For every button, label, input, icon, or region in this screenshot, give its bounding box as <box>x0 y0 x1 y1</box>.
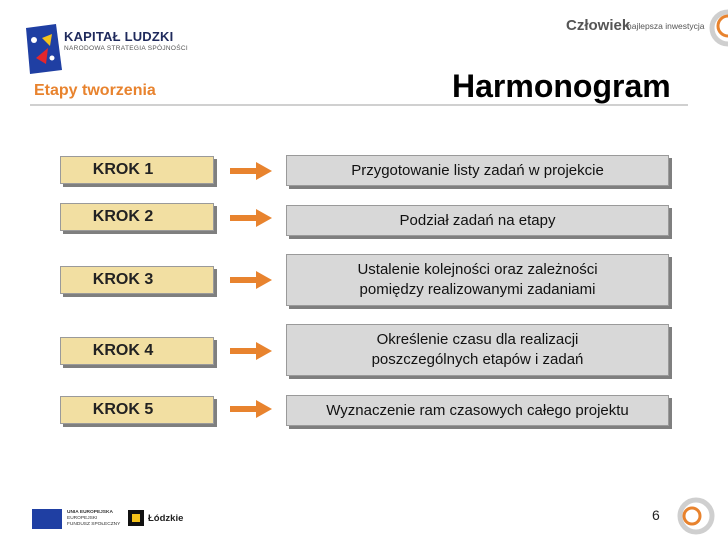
step-4-line-2: poszczególnych etapów i zadań <box>371 351 584 368</box>
page-title: Harmonogram <box>452 68 671 104</box>
page-number: 6 <box>652 507 660 523</box>
step-4-box: KROK 4 <box>60 337 214 365</box>
step-2-line-1: Podział zadań na etapy <box>399 211 556 229</box>
eu-flag-icon <box>32 509 62 529</box>
section-label: Etapy tworzenia <box>34 82 156 99</box>
right-arrow-icon <box>230 162 272 180</box>
right-arrow-icon <box>230 400 272 418</box>
brand-tagline: najlepsza inwestycja <box>627 21 705 31</box>
eu-line-1: UNIA EUROPEJSKA <box>67 510 113 515</box>
eu-line-3: FUNDUSZ SPOŁECZNY <box>67 522 121 527</box>
decorative-arc-icon <box>706 6 728 56</box>
step-1-line-1: Przygotowanie listy zadań w projekcie <box>351 161 604 179</box>
step-3-description <box>286 254 669 306</box>
decorative-circle-icon <box>676 490 716 540</box>
step-1-box: KROK 1 <box>60 156 214 184</box>
step-4-description <box>286 324 669 376</box>
logo-subtitle: NARODOWA STRATEGIA SPÓJNOŚCI <box>64 45 188 52</box>
header-divider <box>30 104 688 106</box>
step-3-line-2: pomiędzy realizowanymi zadaniami <box>359 281 596 298</box>
right-arrow-icon <box>230 271 272 289</box>
step-2-description <box>286 205 669 236</box>
step-5-line-1: Wyznaczenie ram czasowych całego projektu <box>326 401 629 419</box>
step-3-box: KROK 3 <box>60 266 214 294</box>
step-2-box: KROK 2 <box>60 203 214 231</box>
step-5-description <box>286 395 669 426</box>
step-3-line-1: Ustalenie kolejności oraz zależności <box>357 261 598 278</box>
eu-label <box>67 510 120 528</box>
region-label: Łódzkie <box>148 513 184 524</box>
right-arrow-icon <box>230 209 272 227</box>
right-arrow-icon <box>230 342 272 360</box>
logo-title: KAPITAŁ LUDZKI <box>64 29 174 44</box>
step-4-line-1: Określenie czasu dla realizacji <box>376 331 579 348</box>
lodzkie-logo-icon <box>128 510 144 526</box>
step-1-description <box>286 155 669 186</box>
step-5-box: KROK 5 <box>60 396 214 424</box>
brand-name: Człowiek <box>566 17 631 34</box>
eu-line-2: EUROPEJSKI <box>67 516 98 521</box>
